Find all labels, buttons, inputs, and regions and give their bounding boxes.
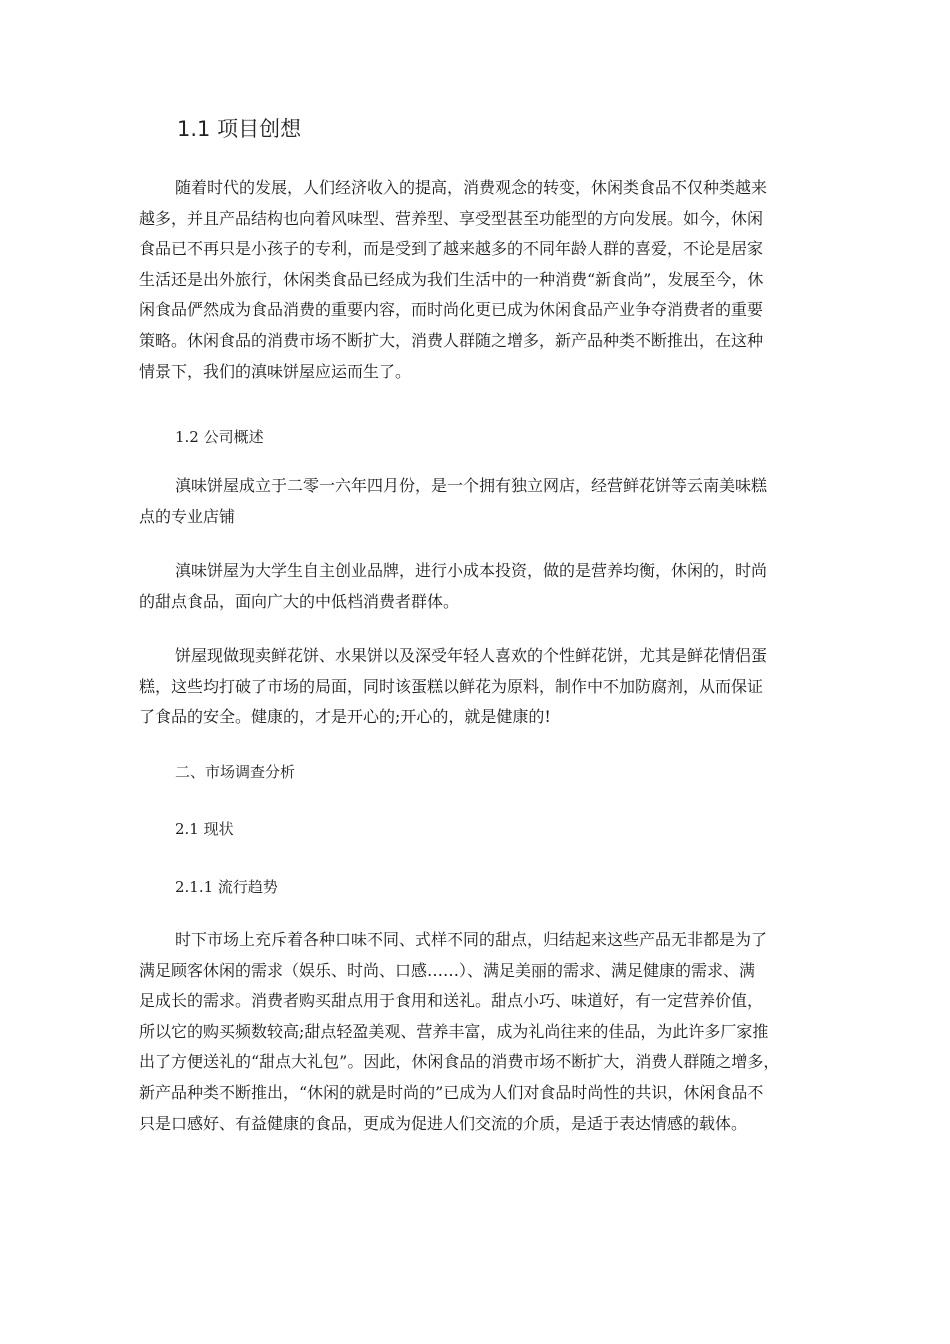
section-title-2: 二、市场调查分析 xyxy=(175,763,296,781)
paragraph-line: 所以它的购买频数较高;甜点轻盈美观、营养丰富，成为礼尚往来的佳品，为此许多厂家推 xyxy=(139,1021,769,1041)
paragraph-line: 策略。休闲食品的消费市场不断扩大，消费人群随之增多，新产品种类不断推出，在这种 xyxy=(139,330,764,350)
paragraph-line: 生活还是出外旅行，休闲类食品已经成为我们生活中的一种消费“新食尚”，发展至今，休 xyxy=(139,269,764,289)
paragraph-company-brand xyxy=(139,556,819,617)
paragraph-line: 随着时代的发展，人们经济收入的提高，消费观念的转变，休闲类食品不仅种类越来 xyxy=(175,178,768,197)
paragraph-line: 食品已不再只是小孩子的专利，而是受到了越来越多的不同年龄人群的喜爱，不论是居家 xyxy=(139,239,764,259)
paragraph-line: 了食品的安全。健康的，才是开心的;开心的，就是健康的! xyxy=(139,707,551,727)
paragraph-line: 情景下，我们的滇味饼屋应运而生了。 xyxy=(139,361,412,381)
paragraph-company-products xyxy=(139,641,819,733)
paragraph-project-idea xyxy=(139,173,819,387)
paragraph-line: 足成长的需求。消费者购买甜点用于食用和送礼。甜点小巧、味道好，有一定营养价值， xyxy=(139,991,764,1011)
paragraph-line: 滇味饼屋成立于二零一六年四月份，是一个拥有独立网店，经营鲜花饼等云南美味糕 xyxy=(175,476,768,495)
paragraph-market-trend xyxy=(139,925,819,1139)
paragraph-company-founding xyxy=(139,471,819,532)
paragraph-line: 满足顾客休闲的需求（娱乐、时尚、口感……）、满足美丽的需求、满足健康的需求、满 xyxy=(139,960,756,980)
paragraph-line: 新产品种类不断推出，“休闲的就是时尚的”已成为人们对食品时尚性的共识，休闲食品不 xyxy=(139,1082,764,1102)
section-title-1-1: 1.1 项目创想 xyxy=(177,117,302,141)
paragraph-line: 越多，并且产品结构也向着风味型、营养型、享受型甚至功能型的方向发展。如今，休闲 xyxy=(139,208,764,228)
paragraph-line: 饼屋现做现卖鲜花饼、水果饼以及深受年轻人喜欢的个性鲜花饼，尤其是鲜花情侣蛋 xyxy=(175,646,768,665)
paragraph-line: 闲食品俨然成为食品消费的重要内容，而时尚化更已成为休闲食品产业争夺消费者的重要 xyxy=(139,300,764,320)
paragraph-line: 点的专业店铺 xyxy=(139,506,236,526)
paragraph-line: 出了方便送礼的“甜点大礼包”。因此，休闲食品的消费市场不断扩大，消费人群随之增多， xyxy=(139,1052,780,1072)
paragraph-line: 的甜点食品，面向广大的中低档消费者群体。 xyxy=(139,591,460,611)
paragraph-line: 时下市场上充斥着各种口味不同、式样不同的甜点，归结起来这些产品无非都是为了 xyxy=(175,930,768,949)
section-title-2-1-1: 2.1.1 流行趋势 xyxy=(175,878,278,896)
section-title-2-1: 2.1 现状 xyxy=(175,820,234,838)
section-title-1-2: 1.2 公司概述 xyxy=(175,428,264,446)
paragraph-line: 糕，这些均打破了市场的局面，同时该蛋糕以鲜花为原料，制作中不加防腐剂，从而保证 xyxy=(139,676,764,696)
paragraph-line: 只是口感好、有益健康的食品，更成为促进人们交流的介质，是适于表达情感的载体。 xyxy=(139,1113,748,1133)
paragraph-line: 滇味饼屋为大学生自主创业品牌，进行小成本投资，做的是营养均衡，休闲的，时尚 xyxy=(175,561,768,580)
